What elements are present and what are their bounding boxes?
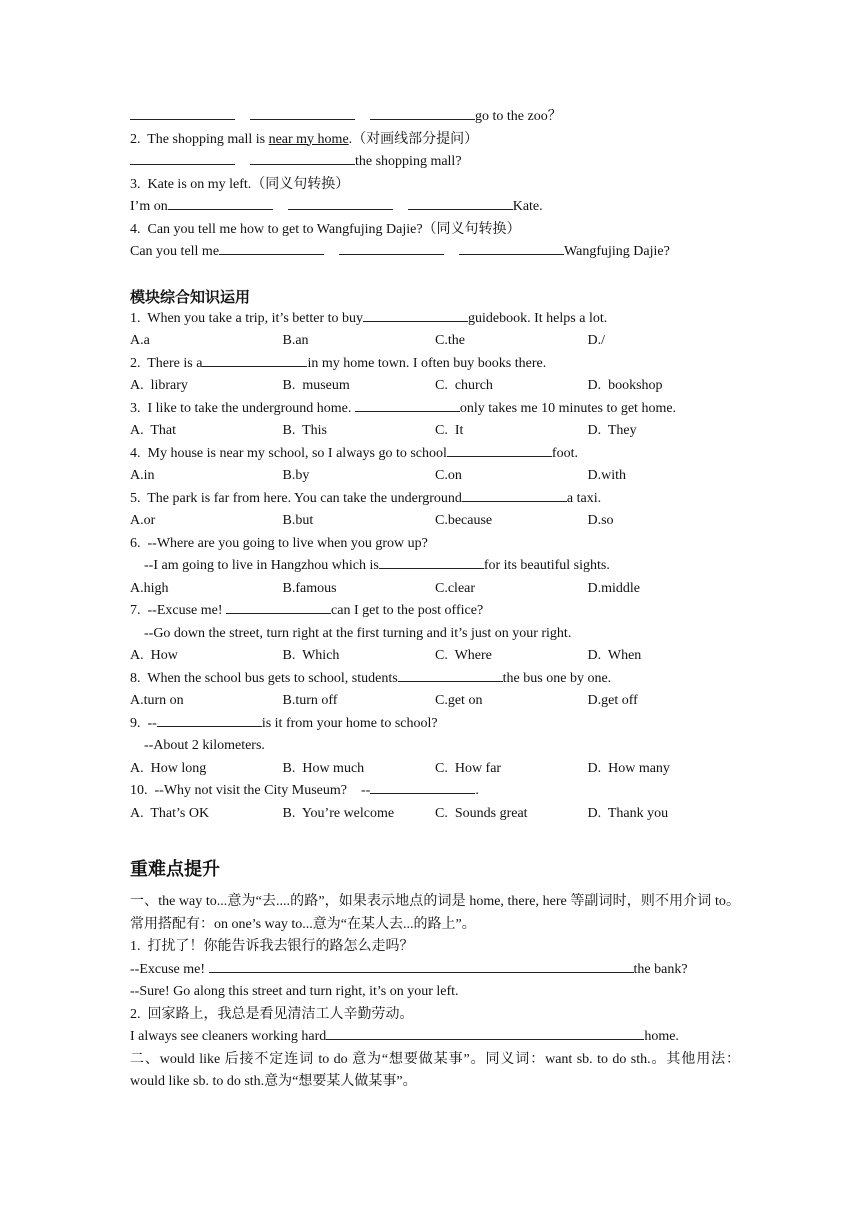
option-c[interactable]: C.because	[435, 513, 493, 528]
sentence-text: Kate.	[512, 199, 543, 214]
answer-blank[interactable]	[326, 1026, 644, 1040]
question-text: 8. When the school bus gets to school, students	[130, 670, 398, 686]
question-9	[130, 713, 740, 781]
option-a[interactable]: A.a	[130, 333, 150, 348]
question-1	[130, 308, 740, 353]
option-b[interactable]: B. This	[282, 423, 327, 438]
option-d[interactable]: D.with	[587, 468, 626, 483]
answer-blank[interactable]	[219, 241, 324, 255]
question-text: 10. --Why not visit the City Museum? --	[130, 783, 371, 798]
example-line	[130, 959, 740, 982]
option-b[interactable]: B.but	[282, 513, 314, 528]
question-text: 4. My house is near my school, so I always go to school	[130, 445, 447, 461]
question-5	[130, 488, 740, 533]
sentence-text: go to the zoo？	[475, 109, 562, 124]
sentence-text: I always see cleaners working hard	[130, 1029, 327, 1044]
question-text: 1. When you take a trip, it’s better to buy	[130, 310, 364, 326]
q3-answer-line	[130, 196, 740, 219]
question-3	[130, 398, 740, 443]
option-d[interactable]: D.middle	[587, 580, 640, 596]
sentence-text: I’m on	[130, 199, 168, 214]
option-d[interactable]: D. They	[587, 423, 637, 438]
answer-blank[interactable]	[379, 555, 484, 569]
option-b[interactable]: B. You’re welcome	[282, 805, 395, 821]
option-d[interactable]: D. bookshop	[587, 378, 663, 393]
option-b[interactable]: B. museum	[282, 378, 350, 393]
question-text: 2. The shopping mall is	[130, 131, 269, 147]
explanation-paragraph: 一、the way to...意为“去....的路”，如果表示地点的词是 home, there, here 等副词时，则不用介词 to。常用搭配有：on one’s way to...意为“在某人去...的路上”。	[130, 894, 740, 932]
question-line: 4. Can you tell me how to get to Wangfujing Dajie?（同义句转换）	[130, 221, 521, 237]
question-7	[130, 600, 740, 668]
question-text: 9. --	[130, 715, 157, 731]
question-2	[130, 353, 740, 398]
question-text: --Go down the street, turn right at the first turning and it’s just on your right.	[144, 625, 572, 641]
option-a[interactable]: A. That	[130, 423, 177, 438]
answer-blank[interactable]	[339, 241, 444, 255]
answer-blank[interactable]	[168, 196, 273, 210]
option-c[interactable]: C.on	[435, 468, 462, 483]
question-8	[130, 668, 740, 713]
option-d[interactable]: D./	[587, 333, 605, 348]
question-text: foot.	[551, 445, 578, 461]
answer-blank[interactable]	[157, 713, 262, 727]
question-text: --About 2 kilometers.	[144, 738, 265, 753]
answer-blank[interactable]	[288, 196, 393, 210]
option-c[interactable]: C. church	[435, 378, 493, 393]
question-text: 6. --Where are you going to live when you grow up?	[130, 535, 428, 551]
question-text: the bus one by one.	[502, 670, 612, 686]
question-10	[130, 780, 740, 825]
option-c[interactable]: C.get on	[435, 693, 483, 708]
option-a[interactable]: A.in	[130, 468, 155, 483]
question-line: 3. Kate is on my left.（同义句转换）	[130, 176, 350, 192]
option-b[interactable]: B.famous	[282, 580, 337, 596]
example-line: --Sure! Go along this street and turn right, it’s on your left.	[130, 984, 459, 999]
document-page	[130, 106, 740, 1094]
option-d[interactable]: D.get off	[587, 693, 638, 708]
option-d[interactable]: D. How many	[587, 760, 670, 776]
question-line	[130, 129, 740, 152]
question-text: only takes me 10 minutes to get home.	[459, 400, 677, 416]
option-a[interactable]: A. How long	[130, 760, 207, 776]
answer-blank[interactable]	[370, 780, 475, 794]
answer-blank[interactable]	[355, 398, 460, 412]
question-4	[130, 443, 740, 488]
option-c[interactable]: C.clear	[435, 580, 476, 596]
answer-blank[interactable]	[363, 308, 468, 322]
instruction-text: .（对画线部分提问）	[348, 131, 479, 147]
question-text: can I get to the post office?	[331, 603, 484, 618]
option-a[interactable]: A.high	[130, 580, 169, 596]
example-prompt: 2. 回家路上，我总是看见清洁工人辛勤劳动。	[130, 1006, 414, 1022]
answer-blank[interactable]	[370, 106, 475, 120]
option-c[interactable]: C.the	[435, 333, 465, 348]
sentence-text: --Excuse me!	[130, 961, 209, 977]
answer-blank[interactable]	[250, 151, 355, 165]
question-text: for its beautiful sights.	[483, 558, 610, 573]
question-text: --I am going to live in Hangzhou which is	[144, 558, 379, 573]
question-text: 7. --Excuse me!	[130, 603, 227, 618]
answer-blank[interactable]	[408, 196, 513, 210]
option-b[interactable]: B. How much	[282, 760, 365, 776]
underlined-phrase: near my home	[268, 131, 349, 147]
option-a[interactable]: A.turn on	[130, 693, 184, 708]
answer-blank[interactable]	[130, 151, 235, 165]
answer-blank[interactable]	[462, 488, 567, 502]
option-b[interactable]: B.by	[282, 468, 310, 483]
answer-blank[interactable]	[130, 106, 235, 120]
option-d[interactable]: D. When	[587, 648, 642, 663]
option-c[interactable]: C. Where	[435, 648, 492, 663]
q4-answer-line	[130, 241, 740, 264]
example-prompt: 1. 打扰了！你能告诉我去银行的路怎么走吗？	[130, 939, 414, 954]
answer-blank[interactable]	[250, 106, 355, 120]
answer-blank[interactable]	[447, 443, 552, 457]
option-a[interactable]: A. That’s OK	[130, 805, 210, 821]
option-c[interactable]: C. It	[435, 423, 464, 438]
option-b[interactable]: B. Which	[282, 648, 340, 663]
example-line	[130, 1026, 740, 1049]
option-c[interactable]: C. How far	[435, 760, 502, 776]
answer-blank[interactable]	[459, 241, 564, 255]
answer-blank[interactable]	[226, 600, 331, 614]
section-heading: 模块综合知识运用	[130, 287, 251, 306]
section-heading: 重难点提升	[130, 859, 220, 880]
sentence-text: Wangfujing Dajie?	[564, 244, 670, 259]
option-c[interactable]: C. Sounds great	[435, 805, 528, 821]
question-6	[130, 533, 740, 601]
option-d[interactable]: D. Thank you	[587, 805, 669, 821]
option-b[interactable]: B.turn off	[282, 693, 338, 708]
question-text: in my home town. I often buy books there.	[307, 355, 547, 371]
sentence-text: the shopping mall?	[355, 154, 462, 169]
answer-blank[interactable]	[398, 668, 503, 682]
question-text: a taxi.	[566, 490, 602, 506]
option-b[interactable]: B.an	[282, 333, 309, 348]
explanation-paragraph: 二、would like 后接不定连词 to do 意为“想要做某事”。同义词：want sb. to do sth.。其他用法：would like sb. to do sth.意为“想要某人做某事”。	[130, 1051, 740, 1089]
question-text: guidebook. It helps a lot.	[468, 310, 608, 326]
sentence-text: the bank?	[633, 961, 688, 977]
question-text: is it from your home to school?	[261, 715, 438, 731]
sentence-text: home.	[644, 1029, 679, 1044]
question-text: 2. There is a	[130, 355, 203, 371]
option-d[interactable]: D.so	[587, 513, 614, 528]
answer-blank[interactable]	[209, 959, 634, 973]
option-a[interactable]: A.or	[130, 513, 156, 528]
sentence-text: Can you tell me	[130, 244, 220, 259]
option-a[interactable]: A. How	[130, 648, 178, 663]
option-a[interactable]: A. library	[130, 378, 188, 393]
question-text: 3. I like to take the underground home.	[130, 400, 355, 416]
answer-blank[interactable]	[202, 353, 307, 367]
question-text: 5. The park is far from here. You can take the underground	[130, 490, 462, 506]
q1-answer-line	[130, 106, 740, 129]
question-text: .	[475, 783, 479, 798]
q2-answer-line	[130, 151, 740, 174]
